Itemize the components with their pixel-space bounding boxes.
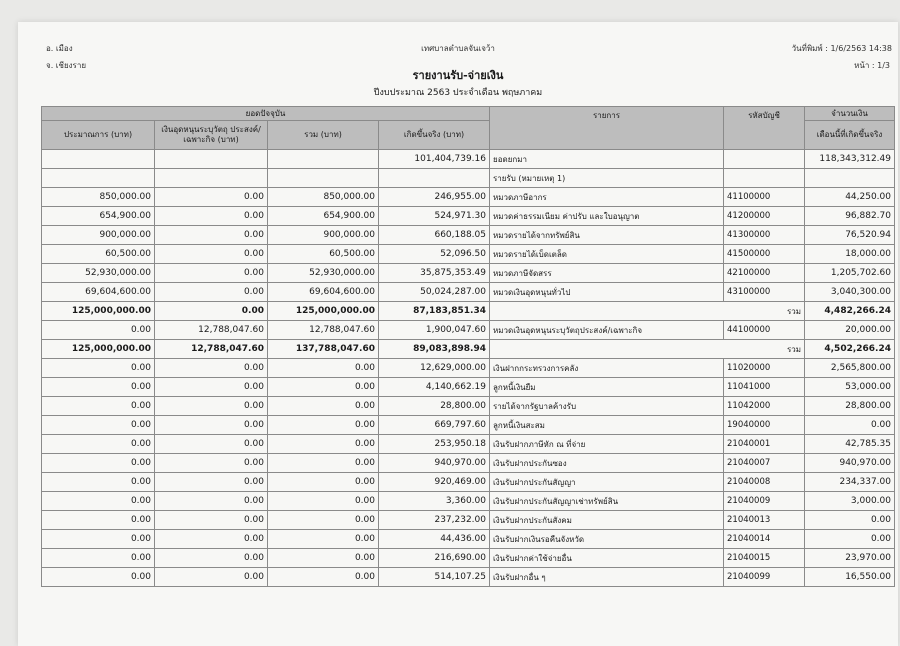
cell-budget (42, 169, 155, 188)
table-row (42, 492, 895, 511)
table-row (42, 549, 895, 568)
cell-account-code: 21040008 (724, 473, 805, 492)
table-row (42, 321, 895, 340)
cell-budget: 0.00 (42, 492, 155, 511)
cell-amount: 18,000.00 (805, 245, 895, 264)
cell-budget: 0.00 (42, 321, 155, 340)
cell-account-code: 42100000 (724, 264, 805, 283)
cell-amount: 44,250.00 (805, 188, 895, 207)
cell-subsidy: 0.00 (155, 454, 268, 473)
cell-subsidy: 0.00 (155, 492, 268, 511)
cell-amount: 3,040,300.00 (805, 283, 895, 302)
cell-amount: 118,343,312.49 (805, 150, 895, 169)
table-row (42, 207, 895, 226)
cell-item: รายได้จากรัฐบาลค้างรับ (490, 397, 724, 416)
cell-amount: 53,000.00 (805, 378, 895, 397)
header-item: รายการ (490, 107, 724, 150)
cell-subsidy: 0.00 (155, 226, 268, 245)
report-title: รายงานรับ-จ่ายเงิน (412, 69, 504, 82)
cell-budget: 900,000.00 (42, 226, 155, 245)
cell-total: 900,000.00 (268, 226, 379, 245)
table-row (42, 245, 895, 264)
cell-amount: 20,000.00 (805, 321, 895, 340)
cell-budget: 0.00 (42, 530, 155, 549)
cell-subsidy: 0.00 (155, 511, 268, 530)
cell-total: 69,604,600.00 (268, 283, 379, 302)
cell-total: 0.00 (268, 511, 379, 530)
cell-total: 0.00 (268, 416, 379, 435)
cell-actual: 101,404,739.16 (379, 150, 490, 169)
cell-budget: 0.00 (42, 378, 155, 397)
cell-account-code: 43100000 (724, 283, 805, 302)
cell-subsidy: 0.00 (155, 549, 268, 568)
header-this-month: เดือนนี้ที่เกิดขึ้นจริง (805, 121, 895, 150)
cell-subsidy: 0.00 (155, 435, 268, 454)
cell-total: 850,000.00 (268, 188, 379, 207)
table-header (42, 107, 895, 150)
cell-actual: 28,800.00 (379, 397, 490, 416)
cell-item: หมวดภาษีอากร (490, 188, 724, 207)
cell-item: หมวดภาษีจัดสรร (490, 264, 724, 283)
cell-total (268, 150, 379, 169)
cell-account-code: 41300000 (724, 226, 805, 245)
cell-account-code: 21040014 (724, 530, 805, 549)
cell-actual: 669,797.60 (379, 416, 490, 435)
cell-subsidy: 0.00 (155, 473, 268, 492)
header-account-code: รหัสบัญชี (724, 107, 805, 150)
cell-total: 654,900.00 (268, 207, 379, 226)
cell-actual: 52,096.50 (379, 245, 490, 264)
cell-total: 0.00 (268, 549, 379, 568)
table-row (42, 169, 895, 188)
header-amount-group: จำนวนเงิน (805, 107, 895, 121)
cell-item: ยอดยกมา (490, 150, 724, 169)
cell-amount: 16,550.00 (805, 568, 895, 587)
header-current-group: ยอดปัจจุบัน (42, 107, 490, 121)
organization-name: เทศบาลตำบลจันเจว้า (421, 44, 495, 53)
cell-actual: 4,140,662.19 (379, 378, 490, 397)
cell-item: หมวดเงินอุดหนุนระบุวัตถุประสงค์/เฉพาะกิจ (490, 321, 724, 340)
table-row-total (42, 302, 895, 321)
cell-total: 60,500.00 (268, 245, 379, 264)
cell-item: เงินรับฝากเงินรอคืนจังหวัด (490, 530, 724, 549)
cell-subsidy: 0.00 (155, 378, 268, 397)
cell-subsidy: 0.00 (155, 245, 268, 264)
cell-subsidy: 0.00 (155, 416, 268, 435)
cell-actual: 1,900,047.60 (379, 321, 490, 340)
cell-total: 12,788,047.60 (268, 321, 379, 340)
cell-total: 0.00 (268, 530, 379, 549)
cell-amount: 0.00 (805, 530, 895, 549)
cell-total: 0.00 (268, 435, 379, 454)
cell-budget: 0.00 (42, 568, 155, 587)
cell-total: 0.00 (268, 397, 379, 416)
cell-item: ลูกหนี้เงินสะสม (490, 416, 724, 435)
cell-subsidy: 0.00 (155, 530, 268, 549)
header-total: รวม (บาท) (268, 121, 379, 150)
cell-account-code (724, 169, 805, 188)
cell-item: เงินฝากกระทรวงการคลัง (490, 359, 724, 378)
cell-amount: 0.00 (805, 416, 895, 435)
table-row (42, 511, 895, 530)
cell-subsidy: 12,788,047.60 (155, 321, 268, 340)
cell-budget: 0.00 (42, 454, 155, 473)
cell-account-code: 21040013 (724, 511, 805, 530)
print-date: วันที่พิมพ์ : 1/6/2563 14:38 (791, 44, 892, 53)
cell-budget: 0.00 (42, 511, 155, 530)
header-budget: ประมาณการ (บาท) (42, 121, 155, 150)
cell-actual: 216,690.00 (379, 549, 490, 568)
cell-actual: 87,183,851.34 (379, 302, 490, 321)
receipts-payments-table (41, 106, 895, 587)
cell-subsidy: 0.00 (155, 397, 268, 416)
cell-total: 125,000,000.00 (268, 302, 379, 321)
cell-account-code: 19040000 (724, 416, 805, 435)
page-number: หน้า : 1/3 (854, 61, 890, 70)
cell-budget: 0.00 (42, 549, 155, 568)
header-actual: เกิดขึ้นจริง (บาท) (379, 121, 490, 150)
cell-item: เงินรับฝากอื่น ๆ (490, 568, 724, 587)
table-row (42, 435, 895, 454)
table-row (42, 416, 895, 435)
cell-actual: 237,232.00 (379, 511, 490, 530)
cell-total: 0.00 (268, 473, 379, 492)
cell-account-code: 21040009 (724, 492, 805, 511)
cell-item: หมวดรายได้จากทรัพย์สิน (490, 226, 724, 245)
cell-amount (805, 169, 895, 188)
cell-account-code: 11041000 (724, 378, 805, 397)
cell-subsidy: 0.00 (155, 207, 268, 226)
cell-item: เงินรับฝากประกันสัญญาเช่าทรัพย์สิน (490, 492, 724, 511)
cell-budget: 850,000.00 (42, 188, 155, 207)
cell-actual: 89,083,898.94 (379, 340, 490, 359)
cell-amount: 940,970.00 (805, 454, 895, 473)
cell-actual: 660,188.05 (379, 226, 490, 245)
report-subtitle: ปีงบประมาณ 2563 ประจำเดือน พฤษภาคม (373, 88, 543, 98)
header-subsidy: เงินอุดหนุนระบุวัตถุ ประสงค์/เฉพาะกิจ (บาท) (155, 121, 268, 150)
cell-item: เงินรับฝากประกันสังคม (490, 511, 724, 530)
cell-subsidy: 0.00 (155, 302, 268, 321)
table-row (42, 283, 895, 302)
cell-item: หมวดรายได้เบ็ดเตล็ด (490, 245, 724, 264)
cell-subsidy: 0.00 (155, 264, 268, 283)
cell-account-code (724, 150, 805, 169)
cell-amount: 42,785.35 (805, 435, 895, 454)
cell-actual: 514,107.25 (379, 568, 490, 587)
cell-amount: 96,882.70 (805, 207, 895, 226)
cell-actual: 3,360.00 (379, 492, 490, 511)
cell-actual: 50,024,287.00 (379, 283, 490, 302)
table-row (42, 530, 895, 549)
cell-amount: 1,205,702.60 (805, 264, 895, 283)
table-row (42, 188, 895, 207)
table-row (42, 473, 895, 492)
cell-item: หมวดค่าธรรมเนียม ค่าปรับ และใบอนุญาต (490, 207, 724, 226)
cell-actual: 44,436.00 (379, 530, 490, 549)
table-row-total (42, 340, 895, 359)
cell-amount: 234,337.00 (805, 473, 895, 492)
cell-total: 52,930,000.00 (268, 264, 379, 283)
cell-account-code: 41500000 (724, 245, 805, 264)
cell-budget: 654,900.00 (42, 207, 155, 226)
cell-budget: 125,000,000.00 (42, 340, 155, 359)
cell-total-label: รวม (490, 340, 805, 359)
cell-budget: 0.00 (42, 359, 155, 378)
cell-amount: 23,970.00 (805, 549, 895, 568)
cell-account-code: 11042000 (724, 397, 805, 416)
cell-account-code: 44100000 (724, 321, 805, 340)
table-body (42, 150, 895, 587)
cell-account-code: 21040001 (724, 435, 805, 454)
cell-account-code: 21040015 (724, 549, 805, 568)
cell-total: 137,788,047.60 (268, 340, 379, 359)
cell-total: 0.00 (268, 359, 379, 378)
table-row (42, 378, 895, 397)
cell-account-code: 41100000 (724, 188, 805, 207)
cell-amount: 28,800.00 (805, 397, 895, 416)
cell-item: เงินรับฝากประกันสัญญา (490, 473, 724, 492)
cell-amount: 4,502,266.24 (805, 340, 895, 359)
cell-total: 0.00 (268, 568, 379, 587)
cell-total-label: รวม (490, 302, 805, 321)
table-row (42, 454, 895, 473)
province-label: จ. เชียงราย (46, 61, 87, 70)
cell-subsidy: 0.00 (155, 359, 268, 378)
cell-budget: 0.00 (42, 397, 155, 416)
table-row (42, 264, 895, 283)
table-row (42, 226, 895, 245)
cell-budget: 125,000,000.00 (42, 302, 155, 321)
cell-actual: 920,469.00 (379, 473, 490, 492)
cell-amount: 4,482,266.24 (805, 302, 895, 321)
cell-actual: 246,955.00 (379, 188, 490, 207)
cell-item: รายรับ (หมายเหตุ 1) (490, 169, 724, 188)
cell-account-code: 11020000 (724, 359, 805, 378)
cell-budget: 0.00 (42, 473, 155, 492)
table-row (42, 150, 895, 169)
cell-total: 0.00 (268, 492, 379, 511)
cell-account-code: 21040007 (724, 454, 805, 473)
cell-actual: 253,950.18 (379, 435, 490, 454)
cell-item: ลูกหนี้เงินยืม (490, 378, 724, 397)
cell-actual: 35,875,353.49 (379, 264, 490, 283)
cell-amount: 76,520.94 (805, 226, 895, 245)
cell-amount: 2,565,800.00 (805, 359, 895, 378)
cell-budget: 0.00 (42, 416, 155, 435)
cell-total: 0.00 (268, 454, 379, 473)
cell-account-code: 41200000 (724, 207, 805, 226)
table-row (42, 397, 895, 416)
cell-subsidy: 0.00 (155, 188, 268, 207)
cell-actual: 940,970.00 (379, 454, 490, 473)
cell-item: เงินรับฝากค่าใช้จ่ายอื่น (490, 549, 724, 568)
cell-subsidy: 0.00 (155, 283, 268, 302)
cell-total (268, 169, 379, 188)
cell-budget: 52,930,000.00 (42, 264, 155, 283)
cell-amount: 3,000.00 (805, 492, 895, 511)
cell-item: หมวดเงินอุดหนุนทั่วไป (490, 283, 724, 302)
cell-budget: 69,604,600.00 (42, 283, 155, 302)
cell-item: เงินรับฝากภาษีหัก ณ ที่จ่าย (490, 435, 724, 454)
cell-actual: 12,629,000.00 (379, 359, 490, 378)
cell-budget: 0.00 (42, 435, 155, 454)
cell-item: เงินรับฝากประกันซอง (490, 454, 724, 473)
cell-total: 0.00 (268, 378, 379, 397)
cell-subsidy (155, 169, 268, 188)
cell-subsidy (155, 150, 268, 169)
table-row (42, 359, 895, 378)
cell-account-code: 21040099 (724, 568, 805, 587)
cell-amount: 0.00 (805, 511, 895, 530)
district-label: อ. เมือง (46, 44, 73, 53)
cell-subsidy: 12,788,047.60 (155, 340, 268, 359)
cell-budget (42, 150, 155, 169)
cell-subsidy: 0.00 (155, 568, 268, 587)
cell-actual: 524,971.30 (379, 207, 490, 226)
cell-actual (379, 169, 490, 188)
table-row (42, 568, 895, 587)
report-page (18, 22, 898, 646)
cell-budget: 60,500.00 (42, 245, 155, 264)
